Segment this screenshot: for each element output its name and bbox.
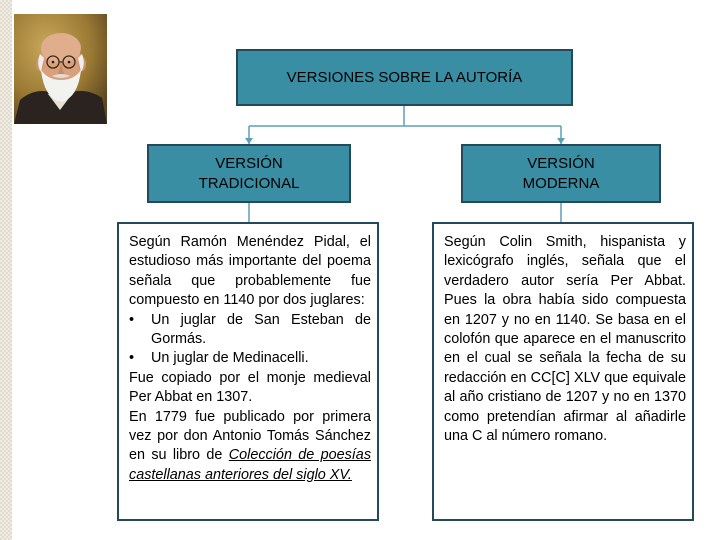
modern-version-header: [461, 144, 661, 203]
book-title: Colección de poesías castellanas anteriores del siglo XV.: [129, 447, 372, 483]
modern-para1: Según Colin Smith, hispanista y lexicógrafo inglés, señala que el verdadero autor sería Per Abbat. Pues la obra había sido compuesta en 1207 y no en 1140. Se basa en el colofón que aparece en el manuscrito en el cual se señala la fecha de su redacción en CC[C] XLV que equivale al año cristiano de 1207 y no en 1370 como pretendían afirmar al añadirle una C al número romano.: [444, 234, 686, 445]
traditional-bullet-2: [129, 349, 371, 368]
traditional-version-text: [117, 222, 379, 521]
bullet-icon: •: [129, 311, 135, 328]
modern-version-text: [432, 222, 694, 521]
root-node: [236, 49, 573, 106]
traditional-header-line1: VERSIÓN: [215, 154, 283, 172]
traditional-para1: Según Ramón Menéndez Pidal, el estudioso más importante del poema señala que probablemente fue compuesto en 1140 por dos juglares:: [129, 234, 371, 309]
traditional-para3-text: En 1779 fue publicado por primera vez por don Antonio Tomás Sánchez en su libro de: [129, 408, 371, 464]
bullet-icon: •: [129, 350, 135, 367]
traditional-para3: [129, 408, 371, 486]
traditional-version-header: [147, 144, 351, 203]
traditional-bullet-1: [129, 311, 371, 350]
traditional-para2: Fue copiado por el monje medieval Per Abbat en 1307.: [129, 369, 371, 406]
traditional-bullet1-text: Un juglar de San Esteban de Gormás.: [151, 311, 371, 348]
modern-header-line2: MODERNA: [522, 174, 600, 192]
traditional-bullet2-text: Un juglar de Medinacelli.: [151, 350, 309, 367]
traditional-header-line2: TRADICIONAL: [198, 174, 300, 192]
modern-header-line1: VERSIÓN: [527, 154, 595, 172]
root-title: VERSIONES SOBRE LA AUTORÍA: [286, 69, 523, 86]
